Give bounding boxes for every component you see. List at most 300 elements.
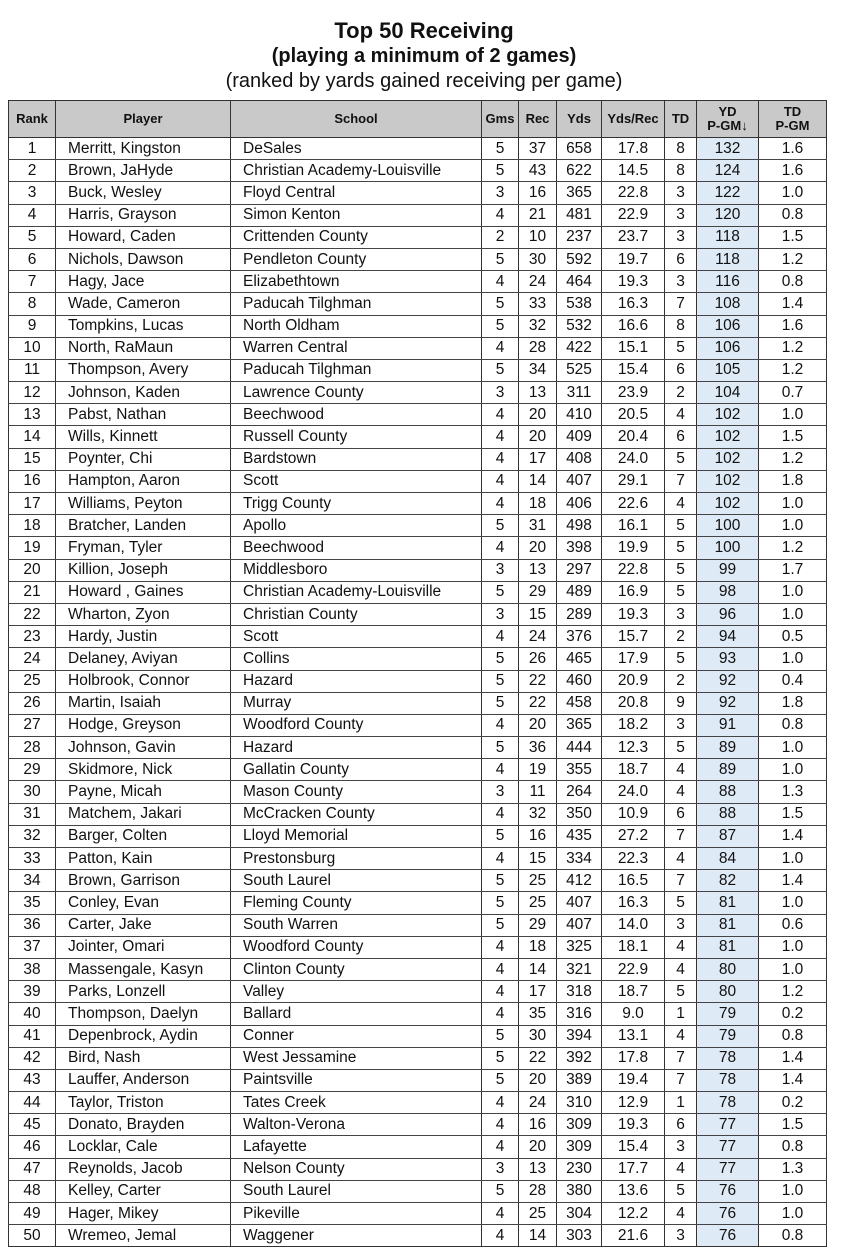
cell-yards: 389 — [557, 1069, 602, 1091]
cell-games: 4 — [482, 803, 519, 825]
cell-yards-per-rec: 15.1 — [602, 337, 665, 359]
table-row — [9, 1114, 827, 1136]
cell-games: 4 — [482, 958, 519, 980]
cell-yards-per-game: 87 — [697, 825, 759, 847]
cell-receptions: 20 — [519, 1136, 557, 1158]
cell-receptions: 16 — [519, 825, 557, 847]
cell-receptions: 20 — [519, 426, 557, 448]
cell-rank: 33 — [9, 848, 56, 870]
cell-yards-per-game: 79 — [697, 1003, 759, 1025]
cell-yards: 355 — [557, 759, 602, 781]
cell-yards: 303 — [557, 1225, 602, 1247]
cell-receptions: 25 — [519, 1203, 557, 1225]
cell-yards-per-game: 76 — [697, 1180, 759, 1202]
cell-yards-per-game: 94 — [697, 626, 759, 648]
cell-player: Depenbrock, Aydin — [56, 1025, 231, 1047]
cell-school: Russell County — [231, 426, 482, 448]
cell-yards-per-rec: 20.8 — [602, 692, 665, 714]
cell-td-per-game: 1.5 — [759, 426, 827, 448]
cell-rank: 28 — [9, 737, 56, 759]
table-row — [9, 626, 827, 648]
cell-games: 5 — [482, 692, 519, 714]
cell-td-per-game: 1.4 — [759, 870, 827, 892]
cell-td: 4 — [665, 1203, 697, 1225]
cell-yards-per-rec: 18.2 — [602, 714, 665, 736]
cell-player: Matchem, Jakari — [56, 803, 231, 825]
cell-yards: 407 — [557, 892, 602, 914]
cell-player: Pabst, Nathan — [56, 404, 231, 426]
cell-player: Johnson, Kaden — [56, 382, 231, 404]
cell-yards-per-game: 80 — [697, 981, 759, 1003]
cell-yards-per-game: 76 — [697, 1203, 759, 1225]
cell-td-per-game: 1.0 — [759, 958, 827, 980]
cell-player: Wills, Kinnett — [56, 426, 231, 448]
cell-yards-per-rec: 29.1 — [602, 470, 665, 492]
cell-rank: 4 — [9, 204, 56, 226]
page-subtitle: (playing a minimum of 2 games) — [271, 45, 577, 67]
cell-receptions: 14 — [519, 1225, 557, 1247]
cell-td: 6 — [665, 1114, 697, 1136]
cell-yards-per-game: 100 — [697, 515, 759, 537]
cell-yards-per-game: 98 — [697, 581, 759, 603]
cell-yards-per-game: 77 — [697, 1158, 759, 1180]
table-row — [9, 1047, 827, 1069]
cell-games: 5 — [482, 1180, 519, 1202]
cell-td-per-game: 1.0 — [759, 1180, 827, 1202]
cell-school: Pikeville — [231, 1203, 482, 1225]
cell-games: 4 — [482, 759, 519, 781]
cell-yards-per-game: 124 — [697, 160, 759, 182]
cell-td: 5 — [665, 515, 697, 537]
cell-player: Poynter, Chi — [56, 448, 231, 470]
cell-yards-per-rec: 22.3 — [602, 848, 665, 870]
cell-school: North Oldham — [231, 315, 482, 337]
cell-td-per-game: 0.2 — [759, 1003, 827, 1025]
ranking-note: (ranked by yards gained receiving per game) — [225, 70, 623, 92]
cell-rank: 50 — [9, 1225, 56, 1247]
cell-yards: 310 — [557, 1092, 602, 1114]
cell-yards-per-rec: 24.0 — [602, 448, 665, 470]
cell-receptions: 18 — [519, 493, 557, 515]
cell-yards-per-rec: 18.7 — [602, 759, 665, 781]
table-row — [9, 382, 827, 404]
cell-yards-per-rec: 17.8 — [602, 1047, 665, 1069]
cell-yards-per-rec: 16.6 — [602, 315, 665, 337]
table-row — [9, 493, 827, 515]
cell-games: 5 — [482, 315, 519, 337]
table-row — [9, 1092, 827, 1114]
cell-rank: 6 — [9, 248, 56, 270]
table-row — [9, 914, 827, 936]
cell-td-per-game: 1.8 — [759, 692, 827, 714]
col-header-rank: Rank — [9, 101, 56, 138]
table-row — [9, 515, 827, 537]
cell-yards: 237 — [557, 226, 602, 248]
cell-td-per-game: 1.2 — [759, 981, 827, 1003]
table-row — [9, 559, 827, 581]
cell-rank: 1 — [9, 138, 56, 160]
cell-td: 5 — [665, 448, 697, 470]
cell-rank: 10 — [9, 337, 56, 359]
cell-player: Massengale, Kasyn — [56, 958, 231, 980]
cell-yards-per-rec: 20.4 — [602, 426, 665, 448]
cell-games: 3 — [482, 603, 519, 625]
cell-receptions: 14 — [519, 470, 557, 492]
cell-td-per-game: 0.5 — [759, 626, 827, 648]
cell-rank: 22 — [9, 603, 56, 625]
cell-td-per-game: 1.4 — [759, 825, 827, 847]
cell-rank: 31 — [9, 803, 56, 825]
cell-rank: 16 — [9, 470, 56, 492]
cell-school: Pendleton County — [231, 248, 482, 270]
cell-player: Killion, Joseph — [56, 559, 231, 581]
cell-td-per-game: 1.2 — [759, 337, 827, 359]
cell-yards-per-game: 79 — [697, 1025, 759, 1047]
cell-td-per-game: 0.8 — [759, 1225, 827, 1247]
cell-yards-per-game: 108 — [697, 293, 759, 315]
col-header-yards: Yds — [557, 101, 602, 138]
cell-td: 5 — [665, 892, 697, 914]
cell-yards: 498 — [557, 515, 602, 537]
cell-td-per-game: 0.8 — [759, 1136, 827, 1158]
cell-yards-per-game: 77 — [697, 1136, 759, 1158]
cell-td-per-game: 0.8 — [759, 714, 827, 736]
cell-school: Valley — [231, 981, 482, 1003]
cell-td-per-game: 1.0 — [759, 515, 827, 537]
cell-td-per-game: 0.2 — [759, 1092, 827, 1114]
cell-rank: 34 — [9, 870, 56, 892]
cell-receptions: 26 — [519, 648, 557, 670]
cell-yards: 406 — [557, 493, 602, 515]
cell-player: Patton, Kain — [56, 848, 231, 870]
cell-yards-per-rec: 15.4 — [602, 1136, 665, 1158]
cell-receptions: 34 — [519, 359, 557, 381]
cell-games: 4 — [482, 1203, 519, 1225]
cell-yards-per-rec: 15.4 — [602, 359, 665, 381]
cell-td: 5 — [665, 737, 697, 759]
cell-player: Tompkins, Lucas — [56, 315, 231, 337]
cell-school: Woodford County — [231, 936, 482, 958]
cell-yards-per-game: 78 — [697, 1047, 759, 1069]
cell-player: Hardy, Justin — [56, 626, 231, 648]
cell-yards-per-rec: 17.8 — [602, 138, 665, 160]
cell-td-per-game: 1.2 — [759, 537, 827, 559]
cell-games: 4 — [482, 714, 519, 736]
cell-games: 4 — [482, 1092, 519, 1114]
cell-yards: 481 — [557, 204, 602, 226]
cell-receptions: 18 — [519, 936, 557, 958]
cell-rank: 5 — [9, 226, 56, 248]
cell-rank: 12 — [9, 382, 56, 404]
cell-receptions: 31 — [519, 515, 557, 537]
cell-player: Brown, JaHyde — [56, 160, 231, 182]
cell-school: Hazard — [231, 737, 482, 759]
cell-school: Apollo — [231, 515, 482, 537]
cell-td-per-game: 1.4 — [759, 1069, 827, 1091]
cell-yards-per-rec: 12.3 — [602, 737, 665, 759]
cell-games: 4 — [482, 936, 519, 958]
cell-school: Tates Creek — [231, 1092, 482, 1114]
cell-player: Holbrook, Connor — [56, 670, 231, 692]
cell-yards: 350 — [557, 803, 602, 825]
cell-td: 1 — [665, 1092, 697, 1114]
cell-games: 4 — [482, 1225, 519, 1247]
cell-td: 3 — [665, 226, 697, 248]
cell-school: Warren Central — [231, 337, 482, 359]
cell-yards: 398 — [557, 537, 602, 559]
cell-yards-per-rec: 16.5 — [602, 870, 665, 892]
cell-rank: 49 — [9, 1203, 56, 1225]
cell-rank: 2 — [9, 160, 56, 182]
cell-player: Johnson, Gavin — [56, 737, 231, 759]
cell-yards: 460 — [557, 670, 602, 692]
cell-receptions: 22 — [519, 1047, 557, 1069]
cell-receptions: 30 — [519, 248, 557, 270]
cell-yards-per-game: 88 — [697, 803, 759, 825]
cell-rank: 29 — [9, 759, 56, 781]
cell-td: 5 — [665, 537, 697, 559]
cell-player: Wade, Cameron — [56, 293, 231, 315]
cell-games: 4 — [482, 626, 519, 648]
cell-td-per-game: 0.6 — [759, 914, 827, 936]
cell-yards-per-game: 78 — [697, 1092, 759, 1114]
cell-rank: 24 — [9, 648, 56, 670]
table-row — [9, 692, 827, 714]
cell-td: 7 — [665, 470, 697, 492]
cell-yards: 311 — [557, 382, 602, 404]
cell-games: 5 — [482, 515, 519, 537]
cell-receptions: 29 — [519, 914, 557, 936]
cell-td: 4 — [665, 936, 697, 958]
cell-player: Wharton, Zyon — [56, 603, 231, 625]
cell-yards-per-game: 99 — [697, 559, 759, 581]
cell-td: 3 — [665, 271, 697, 293]
cell-td: 2 — [665, 670, 697, 692]
col-header-td: TD — [665, 101, 697, 138]
col-header-receptions: Rec — [519, 101, 557, 138]
cell-yards-per-game: 76 — [697, 1225, 759, 1247]
cell-receptions: 24 — [519, 271, 557, 293]
table-row — [9, 1069, 827, 1091]
cell-yards-per-game: 102 — [697, 426, 759, 448]
cell-td: 4 — [665, 1025, 697, 1047]
cell-yards-per-rec: 19.3 — [602, 271, 665, 293]
cell-yards-per-rec: 16.1 — [602, 515, 665, 537]
cell-games: 4 — [482, 1003, 519, 1025]
cell-player: Wremeo, Jemal — [56, 1225, 231, 1247]
cell-rank: 7 — [9, 271, 56, 293]
cell-games: 5 — [482, 138, 519, 160]
cell-yards-per-rec: 21.6 — [602, 1225, 665, 1247]
cell-rank: 20 — [9, 559, 56, 581]
cell-td-per-game: 1.0 — [759, 603, 827, 625]
cell-td: 3 — [665, 1225, 697, 1247]
cell-rank: 27 — [9, 714, 56, 736]
cell-yards: 412 — [557, 870, 602, 892]
table-row — [9, 870, 827, 892]
cell-yards-per-rec: 10.9 — [602, 803, 665, 825]
cell-yards: 658 — [557, 138, 602, 160]
cell-yards: 334 — [557, 848, 602, 870]
cell-school: West Jessamine — [231, 1047, 482, 1069]
cell-receptions: 13 — [519, 1158, 557, 1180]
cell-yards-per-rec: 24.0 — [602, 781, 665, 803]
cell-receptions: 20 — [519, 714, 557, 736]
cell-yards-per-rec: 23.7 — [602, 226, 665, 248]
cell-games: 5 — [482, 581, 519, 603]
cell-school: South Laurel — [231, 870, 482, 892]
cell-games: 4 — [482, 271, 519, 293]
table-row — [9, 359, 827, 381]
cell-yards: 422 — [557, 337, 602, 359]
cell-td: 3 — [665, 182, 697, 204]
cell-td: 3 — [665, 914, 697, 936]
table-row — [9, 1158, 827, 1180]
cell-yards: 532 — [557, 315, 602, 337]
cell-yards-per-rec: 16.3 — [602, 892, 665, 914]
cell-rank: 23 — [9, 626, 56, 648]
cell-games: 3 — [482, 382, 519, 404]
cell-td: 5 — [665, 981, 697, 1003]
cell-td: 7 — [665, 293, 697, 315]
cell-player: Hagy, Jace — [56, 271, 231, 293]
table-row — [9, 981, 827, 1003]
cell-receptions: 21 — [519, 204, 557, 226]
cell-games: 4 — [482, 493, 519, 515]
cell-td: 5 — [665, 581, 697, 603]
cell-yards-per-game: 92 — [697, 692, 759, 714]
table-row — [9, 803, 827, 825]
cell-games: 5 — [482, 160, 519, 182]
cell-games: 3 — [482, 559, 519, 581]
table-row — [9, 160, 827, 182]
cell-yards-per-rec: 18.1 — [602, 936, 665, 958]
cell-yards-per-rec: 19.3 — [602, 603, 665, 625]
cell-school: McCracken County — [231, 803, 482, 825]
cell-games: 5 — [482, 892, 519, 914]
cell-rank: 3 — [9, 182, 56, 204]
cell-player: Hampton, Aaron — [56, 470, 231, 492]
cell-td: 5 — [665, 1180, 697, 1202]
cell-games: 3 — [482, 1158, 519, 1180]
cell-yards: 407 — [557, 470, 602, 492]
cell-td: 7 — [665, 870, 697, 892]
table-row — [9, 138, 827, 160]
page-title: Top 50 Receiving — [334, 18, 514, 43]
cell-rank: 37 — [9, 936, 56, 958]
cell-yards-per-game: 93 — [697, 648, 759, 670]
cell-player: Kelley, Carter — [56, 1180, 231, 1202]
table-row — [9, 825, 827, 847]
cell-yards: 309 — [557, 1136, 602, 1158]
table-row — [9, 226, 827, 248]
cell-yards-per-game: 106 — [697, 315, 759, 337]
cell-yards: 309 — [557, 1114, 602, 1136]
cell-yards-per-rec: 23.9 — [602, 382, 665, 404]
title-block — [0, 0, 848, 94]
cell-school: Beechwood — [231, 404, 482, 426]
cell-receptions: 32 — [519, 315, 557, 337]
col-header-player: Player — [56, 101, 231, 138]
cell-yards: 408 — [557, 448, 602, 470]
cell-rank: 44 — [9, 1092, 56, 1114]
cell-yards-per-game: 102 — [697, 470, 759, 492]
cell-school: Conner — [231, 1025, 482, 1047]
cell-yards-per-rec: 13.1 — [602, 1025, 665, 1047]
cell-yards: 380 — [557, 1180, 602, 1202]
col-header-td-per-game: TD P-GM — [759, 101, 827, 138]
cell-yards-per-game: 78 — [697, 1069, 759, 1091]
cell-games: 5 — [482, 648, 519, 670]
cell-td: 4 — [665, 759, 697, 781]
cell-player: Payne, Micah — [56, 781, 231, 803]
cell-player: Brown, Garrison — [56, 870, 231, 892]
cell-receptions: 20 — [519, 1069, 557, 1091]
cell-td-per-game: 1.2 — [759, 248, 827, 270]
cell-school: Middlesboro — [231, 559, 482, 581]
table-row — [9, 337, 827, 359]
cell-player: North, RaMaun — [56, 337, 231, 359]
cell-school: Bardstown — [231, 448, 482, 470]
cell-yards-per-rec: 19.9 — [602, 537, 665, 559]
cell-player: Parks, Lonzell — [56, 981, 231, 1003]
cell-school: Mason County — [231, 781, 482, 803]
cell-yards-per-rec: 12.9 — [602, 1092, 665, 1114]
cell-td-per-game: 1.4 — [759, 1047, 827, 1069]
cell-games: 4 — [482, 537, 519, 559]
cell-yards-per-game: 102 — [697, 493, 759, 515]
col-header-yards-per-game: YD P-GM↓ — [697, 101, 759, 138]
cell-school: Scott — [231, 470, 482, 492]
cell-games: 4 — [482, 981, 519, 1003]
cell-td: 3 — [665, 603, 697, 625]
cell-td: 7 — [665, 1047, 697, 1069]
cell-player: Fryman, Tyler — [56, 537, 231, 559]
cell-receptions: 19 — [519, 759, 557, 781]
cell-school: Collins — [231, 648, 482, 670]
cell-receptions: 14 — [519, 958, 557, 980]
col-header-yards-per-rec: Yds/Rec — [602, 101, 665, 138]
cell-games: 5 — [482, 1025, 519, 1047]
cell-td: 5 — [665, 648, 697, 670]
cell-school: Lafayette — [231, 1136, 482, 1158]
cell-yards: 297 — [557, 559, 602, 581]
cell-td-per-game: 1.7 — [759, 559, 827, 581]
cell-td: 4 — [665, 1158, 697, 1180]
table-row — [9, 603, 827, 625]
cell-yards-per-rec: 14.0 — [602, 914, 665, 936]
cell-games: 4 — [482, 337, 519, 359]
cell-games: 5 — [482, 1069, 519, 1091]
cell-receptions: 24 — [519, 626, 557, 648]
cell-yards: 316 — [557, 1003, 602, 1025]
cell-receptions: 10 — [519, 226, 557, 248]
cell-td: 9 — [665, 692, 697, 714]
cell-rank: 17 — [9, 493, 56, 515]
cell-yards-per-rec: 19.3 — [602, 1114, 665, 1136]
table-row — [9, 648, 827, 670]
cell-school: Lloyd Memorial — [231, 825, 482, 847]
cell-school: Simon Kenton — [231, 204, 482, 226]
cell-receptions: 29 — [519, 581, 557, 603]
cell-yards-per-rec: 13.6 — [602, 1180, 665, 1202]
cell-td-per-game: 1.6 — [759, 160, 827, 182]
header-row — [9, 101, 827, 138]
cell-receptions: 15 — [519, 848, 557, 870]
cell-yards: 289 — [557, 603, 602, 625]
cell-school: Christian Academy-Louisville — [231, 581, 482, 603]
cell-games: 4 — [482, 1114, 519, 1136]
